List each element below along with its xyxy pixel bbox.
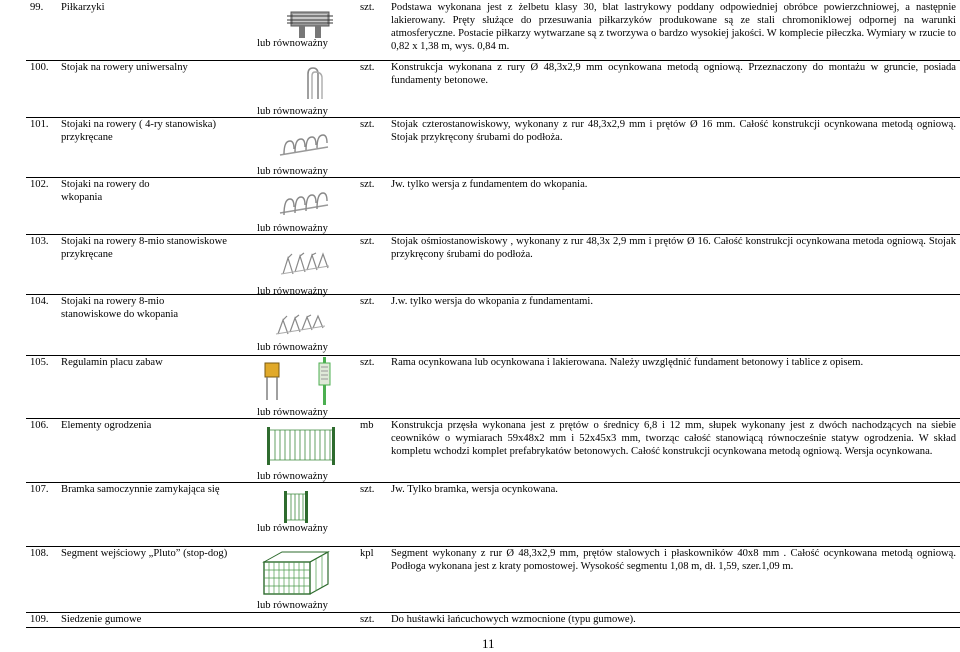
equivalent-label: lub równoważny xyxy=(257,600,328,611)
equivalent-label: lub równoważny xyxy=(257,106,328,117)
item-description: J.w. tylko wersja do wkopania z fundamentami. xyxy=(391,296,594,307)
equivalent-label: lub równoważny xyxy=(257,407,328,418)
item-unit: szt. xyxy=(360,484,375,495)
item-name: Stojaki na rowery 8-mio stanowiskowe do wkopania xyxy=(61,296,179,320)
item-unit: szt. xyxy=(360,236,375,247)
item-unit: szt. xyxy=(360,614,375,625)
item-name: Bramka samoczynnie zamykająca się xyxy=(61,484,220,495)
item-number: 99. xyxy=(30,2,44,13)
equivalent-label: lub równoważny xyxy=(257,286,328,297)
equivalent-label: lub równoważny xyxy=(257,342,328,353)
row-divider xyxy=(26,294,960,295)
row-divider xyxy=(26,482,960,483)
item-name: Elementy ogrodzenia xyxy=(61,420,152,431)
item-unit: szt. xyxy=(360,62,375,73)
item-unit: szt. xyxy=(360,2,375,13)
item-name: Regulamin placu zabaw xyxy=(61,357,163,368)
item-number: 105. xyxy=(30,357,49,368)
item-unit: szt. xyxy=(360,296,375,307)
item-name: Stojaki na rowery do wkopania xyxy=(61,179,150,203)
item-name: Stojaki na rowery 8-mio stanowiskowe przykręcane xyxy=(61,236,227,260)
item-number: 106. xyxy=(30,420,49,431)
bike-rack-8-dig-in-image xyxy=(275,314,327,336)
item-number: 104. xyxy=(30,296,49,307)
row-divider xyxy=(26,117,960,118)
item-description: Segment wykonany z rur Ø 48,3x2,9 mm, prętów stalowych i płaskowników 40x8 mm . Całość ocynkowana metodą ogniową. Podłoga wykonana jest z kraty pomostowej. Wysokość segmentu 1,08 m, dł. 1,59, szer.1,09 m. xyxy=(391,548,956,572)
item-description: Do huśtawki łańcuchowych wzmocnione (typu gumowe). xyxy=(391,614,636,625)
equivalent-label: lub równoważny xyxy=(257,166,328,177)
equivalent-label: lub równoważny xyxy=(257,471,328,482)
item-unit: szt. xyxy=(360,179,375,190)
item-name: Siedzenie gumowe xyxy=(61,614,142,625)
row-divider-bottom xyxy=(26,627,960,628)
row-divider xyxy=(26,418,960,419)
item-name: Piłkarzyki xyxy=(61,2,105,13)
item-description: Stojak czterostanowiskowy, wykonany z rur 48,3x2,9 mm i prętów Ø 16 mm. Całość konstrukcji ocynkowana metodą ogniową. Stojak przykręcony śrubami do podłoża. xyxy=(391,119,956,143)
item-number: 102. xyxy=(30,179,49,190)
foosball-table-image xyxy=(285,4,335,40)
row-divider xyxy=(26,60,960,61)
entry-segment-image xyxy=(262,550,330,596)
bike-rack-universal-image xyxy=(305,66,325,100)
item-name: Stojaki na rowery ( 4-ry stanowiska) przykręcane xyxy=(61,119,217,143)
equivalent-label: lub równoważny xyxy=(257,38,328,49)
fence-panel-image xyxy=(266,426,336,466)
item-name: Stojak na rowery uniwersalny xyxy=(61,62,188,73)
equivalent-label: lub równoważny xyxy=(257,223,328,234)
row-divider xyxy=(26,177,960,178)
item-unit: mb xyxy=(360,420,374,431)
item-name: Segment wejściowy „Pluto” (stop-dog) xyxy=(61,548,228,559)
item-description: Podstawa wykonana jest z żelbetu klasy 30, blat lastrykowy poddany odpowiedniej obróbce powierzchniowej, a następnie lakierowany. Pręty służące do przesuwania piłkarzyków produkowane są ze stali chromoniklowej odpornej na warunki atmosferyczne. Postacie piłkarzy wytwarzane są z tworzywa o bardzo wysokiej jakości. W komplecie piłeczka. Wymiary w rzucie to 0,82 x 1,38 m, wys. 0,84 m. xyxy=(391,2,956,52)
item-number: 103. xyxy=(30,236,49,247)
playground-rules-board-image xyxy=(318,357,332,405)
item-description: Konstrukcja przęsła wykonana jest z prętów o średnicy 6,8 i 12 mm, słupek wykonany jest z dwóch nachodzących na siebie ceowników o wymiarach 59x48x2 mm i 52x45x3 mm, tworząc całość stanowiącą równocześnie statyw ogrodzenia. W skład kompletu wchodzi komplet prefabrykatów betonowych. Całość konstrukcji ocynkowana metodą ogniową. Wersja ocynkowana. xyxy=(391,420,956,457)
item-number: 107. xyxy=(30,484,49,495)
item-number: 101. xyxy=(30,119,49,130)
item-description: Stojak ośmiostanowiskowy , wykonany z rur 48,3x 2,9 mm i prętów Ø 16. Całość konstrukcji ocynkowana metoda ogniową. Stojak przykręcony śrubami do podłoża. xyxy=(391,236,956,260)
equivalent-label: lub równoważny xyxy=(257,523,328,534)
bike-rack-8-image xyxy=(280,252,330,276)
item-number: 108. xyxy=(30,548,49,559)
item-unit: szt. xyxy=(360,357,375,368)
item-unit: szt. xyxy=(360,119,375,130)
item-description: Rama ocynkowana lub ocynkowana i lakierowana. Należy uwzględnić fundament betonowy i tablice z opisem. xyxy=(391,357,864,368)
playground-rules-sign-image xyxy=(262,361,282,401)
item-description: Konstrukcja wykonana z rury Ø 48,3x2,9 mm ocynkowana metodą ogniową. Przeznaczony do montażu w gruncie, posiada fundamenty betonowe. xyxy=(391,62,956,86)
page-number: 11 xyxy=(482,636,495,651)
item-number: 100. xyxy=(30,62,49,73)
row-divider xyxy=(26,355,960,356)
bike-rack-4-image xyxy=(278,133,330,159)
row-divider xyxy=(26,612,960,613)
self-closing-gate-image xyxy=(283,490,309,524)
bike-rack-dig-in-image xyxy=(278,191,330,217)
item-unit: kpl xyxy=(360,548,374,559)
row-divider xyxy=(26,234,960,235)
item-description: Jw. Tylko bramka, wersja ocynkowana. xyxy=(391,484,558,495)
row-divider xyxy=(26,546,960,547)
item-description: Jw. tylko wersja z fundamentem do wkopania. xyxy=(391,179,588,190)
item-number: 109. xyxy=(30,614,49,625)
